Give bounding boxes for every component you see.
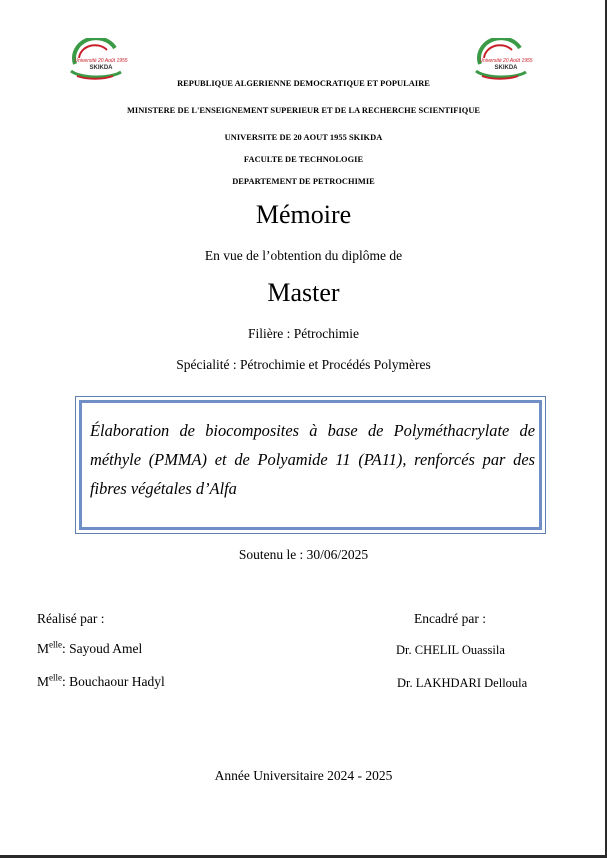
header-department: DEPARTEMENT DE PETROCHIMIE (232, 177, 375, 186)
student-1: $M^{elle}$: Sayoud Amel (37, 639, 143, 656)
university-logo-right (468, 38, 538, 82)
memoire-title: Mémoire (255, 200, 352, 229)
header-ministry: MINISTERE DE L'ENSEIGNEMENT SUPERIEUR ET DE LA RECHERCHE SCIENTIFIQUE (126, 106, 481, 115)
supervisor-2: Dr. LAKHDARI Delloula (397, 676, 528, 690)
header-university: UNIVERSITE DE 20 AOUT 1955 SKIKDA (224, 133, 383, 142)
student-2: $M^{elle}$: Bouchaour Hadyl (37, 672, 165, 689)
filiere: Filière : Pétrochimie (248, 326, 359, 341)
thesis-title: Élaboration de biocomposites à base de Polyméthacrylate de méthyle (PMMA) et de Polyamide 11 (PA11), renforcés par des fibres végétales d’Alfa (90, 421, 535, 498)
defense-date: Soutenu le : 30/06/2025 (238, 547, 369, 562)
header-faculty: FACULTE DE TECHNOLOGIE (243, 155, 364, 164)
specialite: Spécialité : Pétrochimie et Procédés Polymères (176, 357, 431, 372)
svg-text:Université 20 Août 1955: Université 20 Août 1955 (74, 58, 128, 64)
header-republic: REPUBLIQUE ALGERIENNE DEMOCRATIQUE ET POPULAIRE (177, 79, 430, 88)
academic-year: Année Universitaire 2024 - 2025 (214, 768, 393, 783)
svg-text:SKIKDA: SKIKDA (89, 65, 113, 71)
university-logo-left (63, 38, 133, 82)
svg-text:SKIKDA: SKIKDA (494, 65, 518, 71)
degree-title: Master (267, 278, 340, 307)
realise-label: Réalisé par : (37, 611, 105, 626)
encadre-label: Encadré par : (414, 611, 486, 626)
memoire-subtitle: En vue de l’obtention du diplôme de (204, 248, 403, 263)
svg-text:Université 20 Août 1955: Université 20 Août 1955 (479, 58, 533, 64)
supervisor-1: Dr. CHELIL Ouassila (396, 643, 505, 657)
